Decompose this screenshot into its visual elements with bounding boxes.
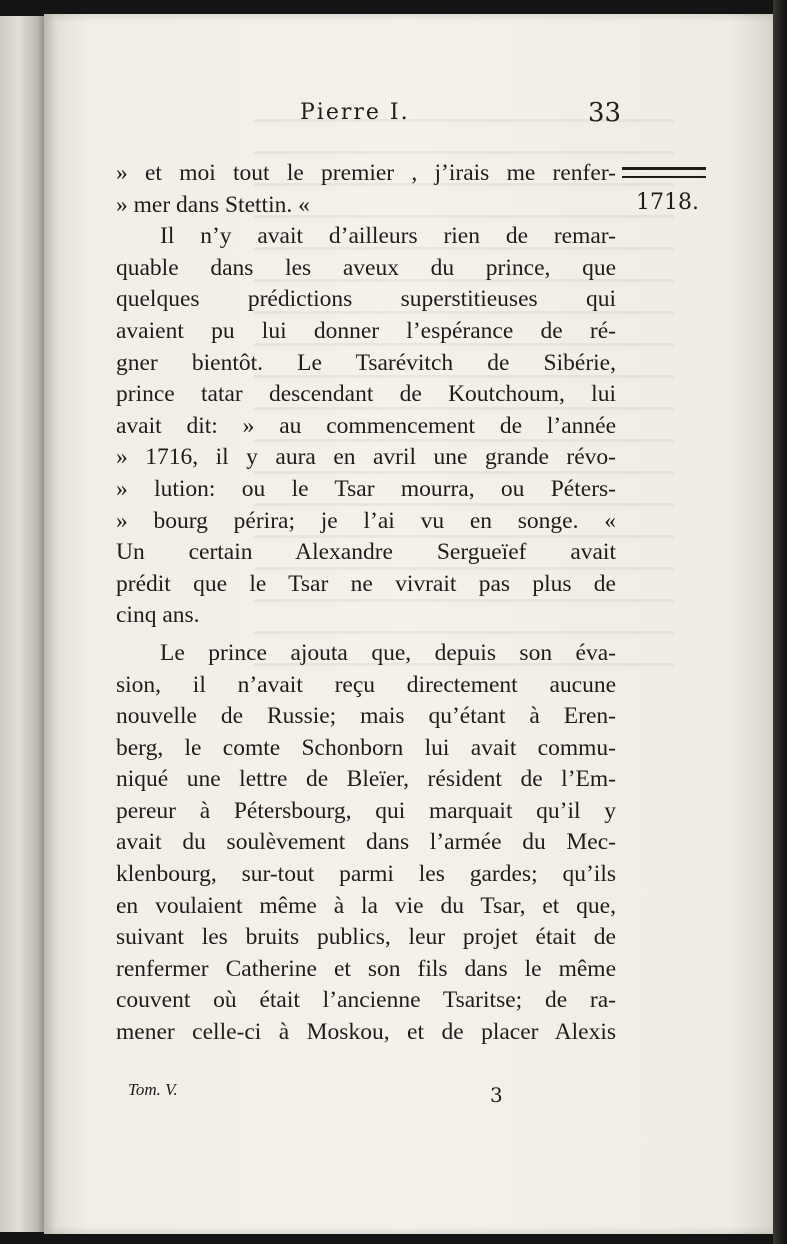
text-line: en voulaient même à la vie du Tsar, et que, xyxy=(116,892,616,919)
text-line: Un certain Alexandre Sergueïef avait xyxy=(116,539,616,566)
page-edge-shadow xyxy=(773,0,787,1244)
text-line: renfermer Catherine et son fils dans le même xyxy=(116,955,616,982)
text-line: » lution: ou le Tsar mourra, ou Péters- xyxy=(116,475,616,502)
text-line: cinq ans. xyxy=(116,602,200,629)
text-line: avait dit: » au commencement de l’année xyxy=(116,412,616,439)
text-line: » bourg périra; je l’ai vu en songe. « xyxy=(116,507,616,534)
running-title: Pierre I. xyxy=(300,100,410,125)
text-line: avait du soulèvement dans l’armée du Mec- xyxy=(116,829,616,856)
text-line: sion, il n’avait reçu directement aucune xyxy=(116,671,616,698)
text-line: couvent où était l’ancienne Tsaritse; de ra- xyxy=(116,987,616,1014)
text-line: » 1716, il y aura en avril une grande révo- xyxy=(116,444,616,471)
text-line: » et moi tout le premier , j’irais me renfer- xyxy=(116,160,616,186)
text-line: prédit que le Tsar ne vivrait pas plus de xyxy=(116,570,616,597)
margin-rule xyxy=(622,167,706,178)
text-line: quable dans les aveux du prince, que xyxy=(116,254,616,281)
text-line: avaient pu lui donner l’espérance de ré- xyxy=(116,317,616,344)
signature-mark: Tom. V. xyxy=(128,1080,178,1099)
text-line: Il n’y avait d’ailleurs rien de remar- xyxy=(160,223,616,250)
text-line: » mer dans Stettin. « xyxy=(116,191,310,218)
text-line: Le prince ajouta que, depuis son éva- xyxy=(160,639,616,666)
text-line: suivant les bruits publics, leur projet était de xyxy=(116,924,616,951)
page-number: 33 xyxy=(588,98,622,128)
body-text xyxy=(116,158,616,1049)
margin-year: 1718. xyxy=(636,190,699,215)
text-line: prince tatar descendant de Koutchoum, lui xyxy=(116,381,616,408)
text-line: berg, le comte Schonborn lui avait commu- xyxy=(116,734,616,761)
text-line: klenbourg, sur-tout parmi les gardes; qu’ils xyxy=(116,861,616,888)
text-line: mener celle-ci à Moskou, et de placer Alexis xyxy=(116,1019,616,1046)
text-line: pereur à Pétersbourg, qui marquait qu’il y xyxy=(116,797,616,824)
text-line: quelques prédictions superstitieuses qui xyxy=(116,286,616,313)
text-line: nouvelle de Russie; mais qu’étant à Eren- xyxy=(116,703,616,730)
text-line: gner bientôt. Le Tsarévitch de Sibérie, xyxy=(116,349,616,376)
sheet-number: 3 xyxy=(490,1083,503,1107)
previous-page-edge xyxy=(0,16,46,1232)
text-line: niqué une lettre de Bleïer, résident de l’Em- xyxy=(116,766,616,793)
